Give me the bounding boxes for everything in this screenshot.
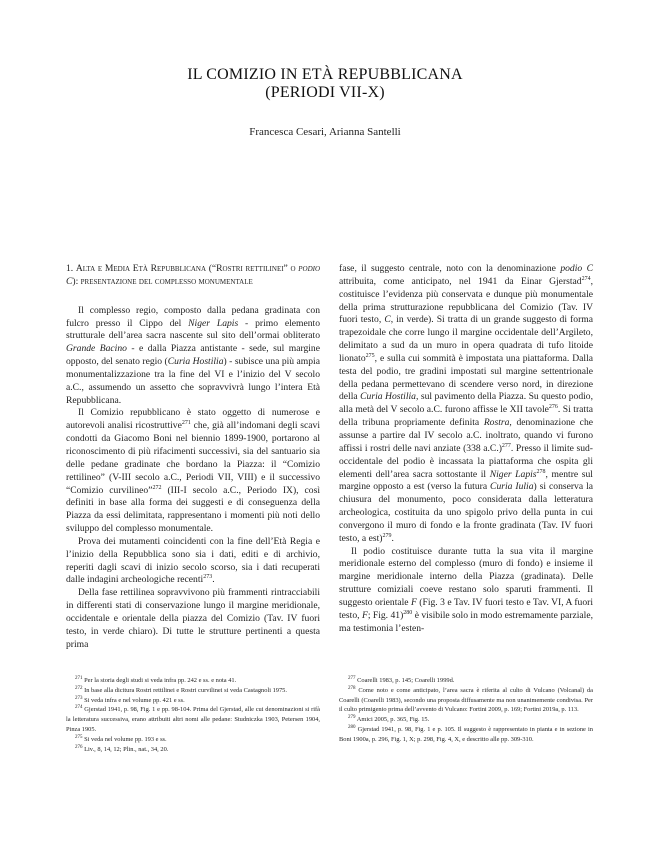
footnote-ref[interactable]: 274 (581, 275, 591, 282)
authors: Francesca Cesari, Arianna Santelli (249, 126, 401, 138)
paragraph: Il Comizio repubblicano è stato oggetto di numerose e autorevoli analisi ricostruttive$^{271}$ che, già all’indomani degli scavi condotti da Giacomo Boni nel biennio 1899-1900, portarono al riconoscimento di più rifacimenti successivi, sia del santuario sia delle pedane gradinate che bordano la Piazza: il “Comizio rettilineo” (V-III secolo a.C., Periodi VII, VIII) e il successivo “Comizio curvilineo”$^{272}$ (III-I secolo a.C., Periodo IX), così definiti in base alla forma dei suggesti e di conseguenza della Piazza da essi delimitata, rappresentano i momenti più noti dello sviluppo del complesso monumentale. (66, 407, 321, 535)
footnote-ref[interactable]: 277 (501, 442, 511, 449)
paragraph: fase, il suggesto centrale, noto con la denominazione podio C attribuita, come anticipato, nel 1941 da Einar Gjerstad$^{274}$, costituisce l’evidenza più conservata e dunque più monumentale della prima strutturazione repubblicana del Comizio (Tav. IV fuori testo, C, in verde). Si tratta di un grande suggesto di forma trapezoidale che corre lungo il margine occidentale dell’Argileto, delimitato a sud da un muro in opera quadrata di tufo litoide lionato$^{275}$, e sulla cui sommità è impostata una piattaforma. Dalla testa del podio, tre gradini impostati sul margine settentrionale della pedana permettevano di scendere verso nord, in direzione della Curia Hostilia, sul pavimento della Piazza. Su questo podio, alla metà del V secolo a.C. furono affisse le XII tavole$^{276}$. Si tratta della tribuna propriamente definita Rostra, denominazione che assunse a partire dal IV secolo a.C. inoltrato, quando vi furono affissi i rostri delle navi anziate (338 a.C.)$^{277}$. Presso il limite sud-occidentale del podio è incassata la piattaforma che ospita gli elementi dell’area sacra sottostante il Niger Lapis$^{278}$, mentre sul margine opposto a est (verso la futura Curia Iulia) si conserva la chiusura del monumento, poco considerata dalla letteratura archeologica, costituita da uno spigolo privo della punta in cui convergono il muro di fondo e la fronte gradinata (Tav. IV fuori testo, a est)$^{279}$. (339, 263, 594, 544)
footnote: $^{271}$ Per la storia degli studi si veda infra pp. 242 e ss. e nota 41. (75, 675, 237, 684)
footnote: $^{272}$ In base alla dicitura Rostri rettilinei e Rostri curvilinei si veda Castagnoli 1975. (75, 685, 287, 694)
footnote-ref[interactable]: 279 (382, 532, 392, 539)
footnote: $^{279}$ Amici 2005, p. 365, Fig. 15. (348, 715, 430, 724)
section-heading: 1. Alta e Media Età Repubblicana (“Rostri rettilinei” o podio C): presentazione del complesso monumentale (66, 263, 321, 287)
footnote-ref[interactable]: 273 (203, 574, 213, 581)
chapter-title: IL COMIZIO IN ETÀ REPUBBLICANA (187, 66, 463, 83)
footnote-ref[interactable]: 276 (548, 404, 558, 411)
footnote-ref[interactable]: 278 (536, 468, 546, 475)
paragraph: Prova dei mutamenti coincidenti con la fine dell’Età Regia e l’inizio della Repubblica sono sia i dati, editi e di archivio, reperiti dagli scavi di inizio secolo scorso, sia i dati recuperati dalle indagini archeologiche recenti$^{273}$. (66, 535, 320, 586)
footnote-ref[interactable]: 271 (181, 420, 191, 427)
footnote-ref[interactable]: 280 (403, 609, 413, 616)
footnotes-right (339, 676, 593, 745)
footnotes-left (66, 676, 320, 754)
footnote-ref[interactable]: 275 (365, 352, 375, 359)
footnote-ref[interactable]: 272 (152, 484, 162, 491)
footnote: $^{278}$ Come noto e come anticipato, l’area sacra è riferita al culto di Vulcano (Volcanal) da Coarelli (Coarelli 1983), secondo una proposta diffusamente ma non unanimemente condivisa. Per il culto primigenio prima dell’avvento di Vulcano: Fortini 2009, p. 169; Fortini 2019a, p. 113. (339, 685, 593, 714)
left-column (66, 263, 320, 651)
footnote: $^{277}$ Coarelli 1983, p. 145; Coarelli 1999d. (348, 675, 455, 684)
footnote: $^{275}$ Si veda nel volume pp. 193 e ss. (75, 734, 167, 743)
footnote: $^{273}$ Si veda infra e nel volume pp. 421 e ss. (75, 695, 185, 704)
footnote: $^{274}$ Gjerstad 1941, p. 98, Fig. 1 e pp. 98-104. Prima del Gjerstad, alle cui denominazioni si rifà la letteratura successiva, erano attribuiti altri nomi alle pedane: Studniczka 1903, Petersen 1904, Pinza 1905. (66, 705, 320, 733)
paragraph: Della fase rettilinea sopravvivono più frammenti rintracciabili in differenti stati di conservazione lungo il margine meridionale, occidentale e orientale della piazza del Comizio (Tav. IV fuori testo, in verde chiaro). Di tutte le strutture pertinenti a questa prima (66, 587, 320, 650)
paragraph: Il complesso regio, composto dalla pedana gradinata con fulcro presso il Cippo del Niger Lapis - primo elemento strutturale dell’area sacra nascente sul sito dell’ormai obliterato Grande Bacino - e dalla Piazza antistante - sede, sul margine opposto, del senato regio (Curia Hostilia) - subisce una più ampia monumentalizzazione tra la fine del VI e l’inizio del V secolo a.C., assumendo un assetto che sopravvivrà lungo l’intera Età Repubblicana. (66, 304, 320, 406)
right-column (339, 263, 593, 635)
footnote: $^{276}$ Liv., 8, 14, 12; Plin., nat., 34, 20. (75, 744, 169, 753)
footnote: $^{280}$ Gjerstad 1941, p. 98, Fig. 1 e p. 105. Il suggesto è rappresentato in pianta e in sezione in Boni 1900a, p. 296, Fig. 1, X; p. 298, Fig. 4, X, e descritto alle pp. 309-310. (339, 724, 593, 743)
chapter-subtitle: (PERIODI VII-X) (265, 84, 385, 101)
paragraph: Il podio costituisce durante tutta la sua vita il margine meridionale esterno del complesso (muro di fondo) e insieme il margine meridionale interno della Piazza (gradinata). Delle strutture comiziali coeve restano solo sparuti frammenti. Il suggesto orientale F (Fig. 3 e Tav. IV fuori testo e Tav. VI, A fuori testo, F; Fig. 41)$^{280}$ è visibile solo in modo estremamente parziale, ma testimonia l’esten- (339, 545, 594, 634)
